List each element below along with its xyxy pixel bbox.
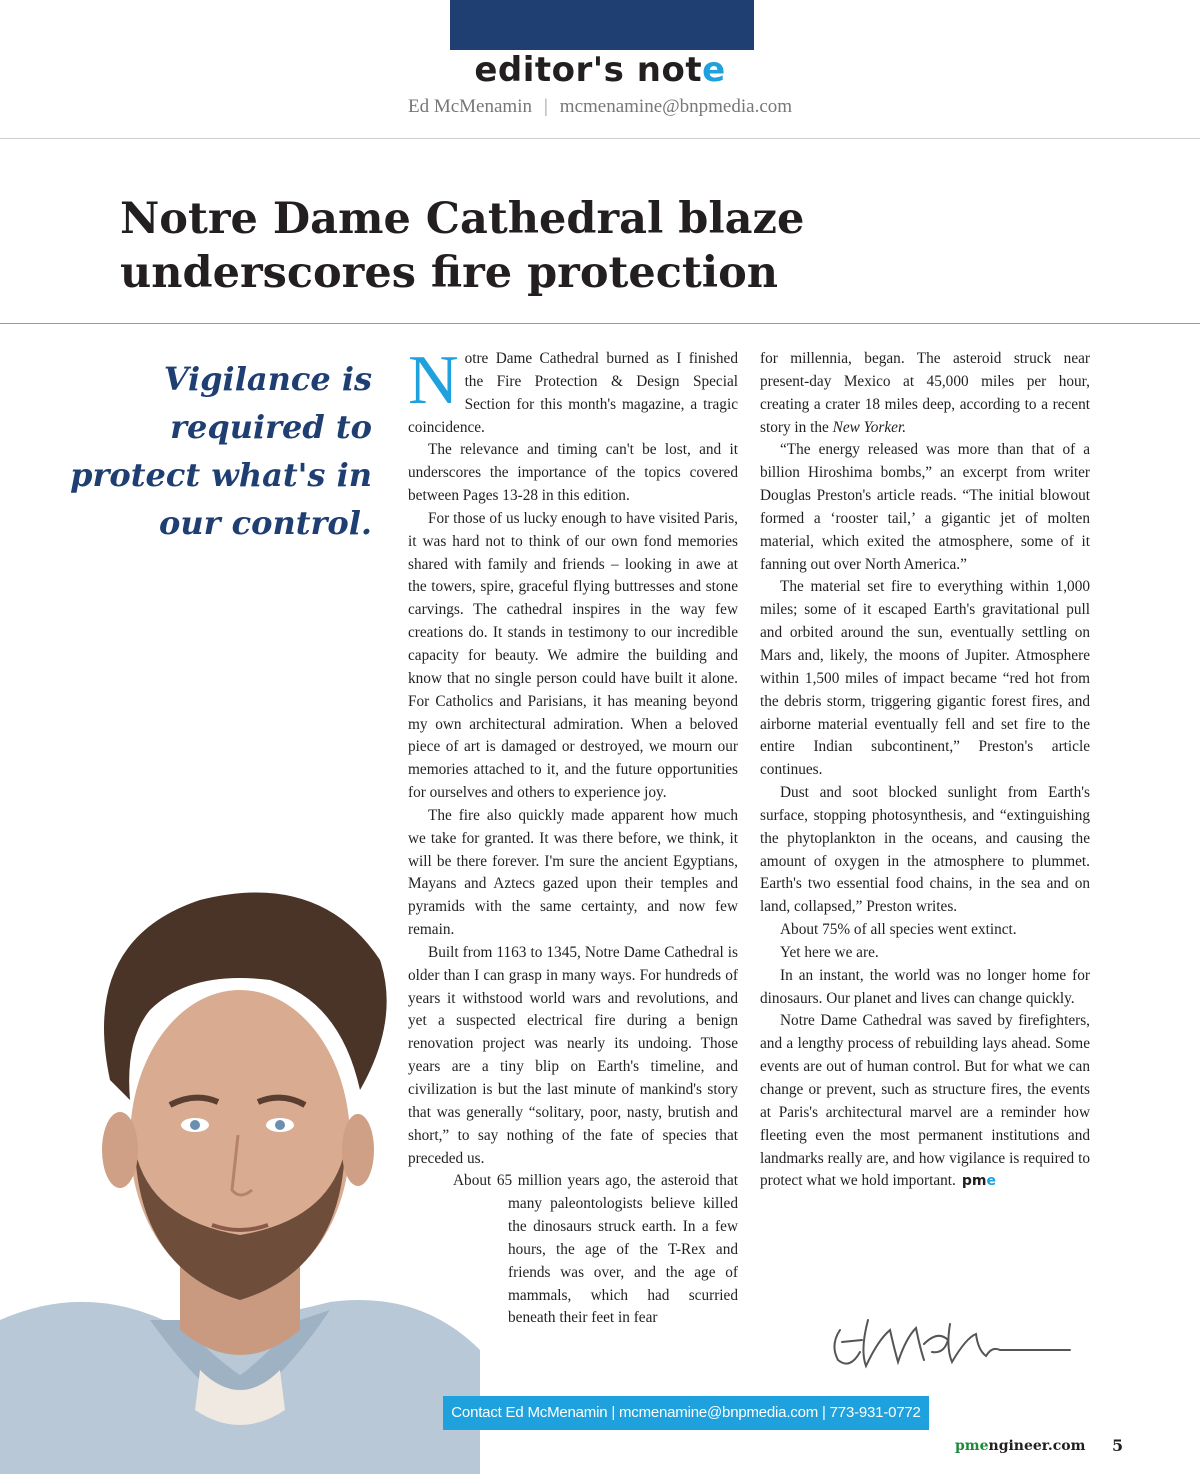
body-paragraph: For those of us lucky enough to have visited Paris, it was hard not to think of our own fond memories shared with family and friends – looking in awe at the towers, spire, graceful flying buttresses and stone carvings. The cathedral inspires in the way few creations do. It stands in testimony to our incredible capacity for beauty. We admire the building and know that no single person could have built it alone. For Catholics and Parisians, it has meaning beyond my own architectural admiration. When a beloved piece of art is damaged or destroyed, we mourn our memories attached to it, and the future opportunities for ourselves and others to experience joy. (408, 509, 738, 802)
continued-text: for millennia, began. The asteroid struck near present-day Mexico at 45,000 miles per hour, creating a crater 18 miles deep, according to a recent story in the (760, 350, 1090, 436)
continued-paragraph (760, 348, 1090, 439)
body-paragraph: “The energy released was more than that of a billion Hiroshima bombs,” an excerpt from writer Douglas Preston's article reads. “The initial blowout formed a ‘rooster tail,’ a gigantic jet of molten material, which exited the atmosphere, some of it fanning out over North America.” (760, 441, 1090, 573)
right-iris (275, 1120, 285, 1130)
right-ear (342, 1114, 374, 1186)
section-title (0, 50, 1200, 90)
body-paragraph: Dust and soot blocked sunlight from Earth's surface, stopping photosynthesis, and “extinguishing the phytoplankton in the oceans, and causing the amount of oxygen in the atmosphere to plummet. Earth's two essential food chains, in the sea and on land, collapsed,” Preston writes. (760, 784, 1090, 916)
author-name: Ed McMenamin (407, 96, 532, 117)
text-wrap-spacer (408, 1170, 433, 1193)
header-color-bar (450, 0, 754, 50)
left-ear (102, 1112, 138, 1188)
page-number: 5 (1112, 1436, 1124, 1455)
body-paragraph: The fire also quickly made apparent how much we take for granted. It was there before, we think, it will be there forever. I'm sure the ancient Egyptians, Mayans and Aztecs gazed upon their temples and pyramids with the same certainty, and now few remain. (408, 806, 738, 939)
drop-cap: N (408, 342, 459, 419)
body-paragraph: About 75% of all species went extinct. (780, 921, 1017, 939)
end-mark-logo (962, 1173, 996, 1189)
section-title-main: editor's not (474, 50, 703, 90)
headline: Notre Dame Cathedral blaze underscores fire protection (120, 194, 805, 298)
author-email[interactable]: mcmenamine@bnpmedia.com (559, 96, 793, 117)
first-paragraph: otre Dame Cathedral burned as I finished the Fire Protection & Design Special Section for this month's magazine, a tragic coincidence. (408, 350, 738, 436)
author-signature (820, 1300, 1080, 1380)
text-wrap-spacer (408, 1193, 508, 1323)
left-iris (190, 1120, 200, 1130)
byline-separator: | (543, 96, 548, 117)
byline (0, 96, 1200, 118)
body-paragraph: The material set fire to everything within 1,000 miles; some of it escaped Earth's gravitational pull and orbited around the sun, eventually settling on Mars and, likely, the moons of Jupiter. Atmosphere within 1,500 miles of impact became “red hot from the debris storm, triggering gigantic forest fires, and airborne material eventually fell and set fire to the entire Indian subcontinent,” Preston's article continues. (760, 578, 1090, 779)
body-paragraph: Yet here we are. (780, 943, 879, 961)
top-divider (0, 138, 1200, 139)
footer-site-prefix: pme (955, 1438, 989, 1454)
publication-title: New Yorker. (832, 418, 907, 436)
pull-quote: Vigilance is required to protect what's in our control. (70, 360, 372, 542)
body-paragraph: Built from 1163 to 1345, Notre Dame Cathedral is older than I can grasp in many ways. For hundreds of years it withstood world wars and revolutions, and yet a suspected electrical fire during a benign renovation project was nearly its undoing. Those years are a tiny blip on Earth's timeline, and civilization is but the last minute of mankind's story that was generally “solitary, poor, nasty, brutish and short,” to say nothing of the fate of species that preceded us. (408, 943, 738, 1167)
column-2 (760, 348, 1090, 1193)
final-paragraph (760, 1010, 1090, 1193)
body-paragraph: In an instant, the world was no longer home for dinosaurs. Our planet and lives can change quickly. (760, 966, 1090, 1007)
end-mark-accent: e (986, 1173, 996, 1190)
body-paragraph: About 65 million years ago, the asteroid that many paleontologists believe killed the dinosaurs struck earth. In a few hours, the age of the T-Rex and friends was over, and the age of mammals, which had scurried beneath their feet in fear (453, 1172, 738, 1327)
body-paragraph: The relevance and timing can't be lost, and it underscores the importance of the topics covered between Pages 13-28 in this edition. (408, 441, 738, 505)
final-text: Notre Dame Cathedral was saved by firefighters, and a lengthy process of rebuilding lays ahead. Some events are out of human control. But for what we can change or prevent, such as structure fires, the events at Paris's architectural marvel are a reminder how fleeting even the most permanent institutions and landmarks really are, and how vigilance is required to protect what we hold important. (760, 1012, 1090, 1190)
end-mark-main: pm (961, 1173, 987, 1190)
footer-site-rest: ngineer.com (988, 1438, 1086, 1454)
contact-bar[interactable]: Contact Ed McMenamin | mcmenamine@bnpmedia.com | 773-931-0772 (443, 1396, 929, 1430)
section-title-accent: e (702, 50, 726, 90)
column-1 (408, 342, 738, 1330)
footer-website[interactable] (955, 1438, 1085, 1454)
headline-divider (0, 323, 1200, 324)
